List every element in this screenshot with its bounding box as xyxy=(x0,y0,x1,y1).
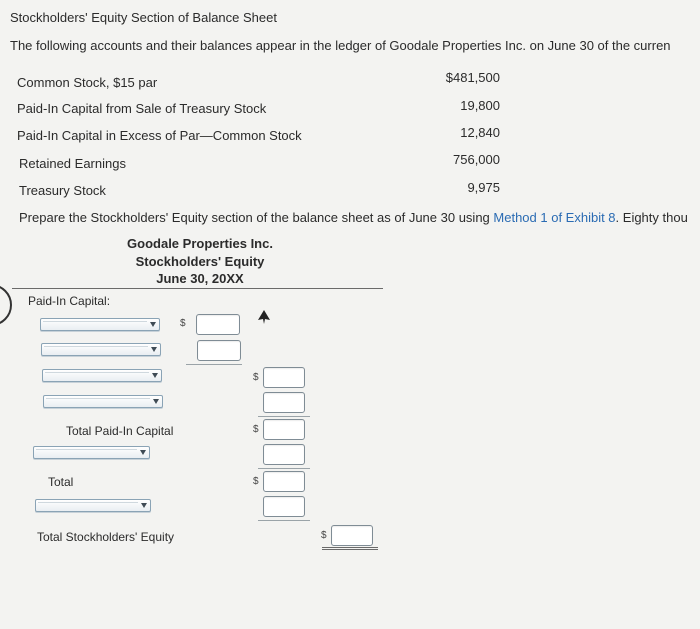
currency-symbol-3: $ xyxy=(253,424,259,435)
account-name-pic-excess: Paid-In Capital in Excess of Par—Common Stock xyxy=(17,128,302,143)
account-select-3[interactable] xyxy=(42,369,162,382)
chevron-down-icon xyxy=(141,503,147,508)
chevron-down-icon xyxy=(151,347,157,352)
paid-in-capital-label: Paid-In Capital: xyxy=(28,294,111,308)
page-title: Stockholders' Equity Section of Balance Sheet xyxy=(10,10,277,25)
statement-company: Goodale Properties Inc. xyxy=(127,236,273,251)
statement-name: Stockholders' Equity xyxy=(135,254,265,269)
chevron-down-icon xyxy=(153,399,159,404)
account-amount-common-stock: $481,500 xyxy=(445,70,500,85)
amount-input-4[interactable] xyxy=(263,392,305,413)
account-amount-pic-treasury: 19,800 xyxy=(460,98,500,113)
account-select-4[interactable] xyxy=(43,395,163,408)
instruction-suffix: . Eighty thou xyxy=(615,210,688,225)
currency-symbol-1: $ xyxy=(180,318,186,329)
amount-input-1[interactable] xyxy=(196,314,240,335)
chevron-down-icon xyxy=(152,373,158,378)
currency-symbol-2: $ xyxy=(253,372,259,383)
amount-input-6[interactable] xyxy=(263,496,305,517)
account-name-common-stock: Common Stock, $15 par xyxy=(17,75,158,90)
instruction-text xyxy=(19,210,688,225)
total-stockholders-equity-label: Total Stockholders' Equity xyxy=(37,530,175,544)
total-stockholders-equity-input[interactable] xyxy=(331,525,373,546)
account-name-retained-earnings: Retained Earnings xyxy=(19,156,126,171)
double-rule-bottom xyxy=(322,549,378,550)
account-select-1[interactable] xyxy=(40,318,160,331)
total-paid-in-capital-label: Total Paid-In Capital xyxy=(66,424,174,438)
intro-text: The following accounts and their balances appear in the ledger of Goodale Properties Inc. on June 30 of the curren xyxy=(10,38,671,53)
account-amount-retained-earnings: 756,000 xyxy=(453,152,500,167)
cursor-icon xyxy=(258,310,270,324)
chevron-down-icon xyxy=(140,450,146,455)
instruction-prefix: Prepare the Stockholders' Equity section of the balance sheet as of June 30 using xyxy=(19,210,494,225)
total-paid-in-capital-input[interactable] xyxy=(263,419,305,440)
currency-symbol-4: $ xyxy=(253,476,259,487)
subtotal-rule-1 xyxy=(186,364,242,365)
amount-input-5[interactable] xyxy=(263,444,305,465)
subtotal-rule-2 xyxy=(258,416,310,417)
subtotal-rule-3 xyxy=(258,468,310,469)
account-name-pic-treasury: Paid-In Capital from Sale of Treasury Stock xyxy=(17,101,267,116)
account-select-2[interactable] xyxy=(41,343,161,356)
heading-rule xyxy=(12,288,383,289)
account-name-treasury-stock: Treasury Stock xyxy=(19,183,106,198)
statement-date: June 30, 20XX xyxy=(156,271,244,286)
double-rule-top xyxy=(322,547,378,548)
amount-input-3[interactable] xyxy=(263,367,305,388)
focus-ring xyxy=(0,284,12,326)
exhibit-link[interactable]: Method 1 of Exhibit 8 xyxy=(493,210,616,225)
total-input[interactable] xyxy=(263,471,305,492)
account-amount-treasury-stock: 9,975 xyxy=(467,180,500,195)
account-select-6[interactable] xyxy=(35,499,151,512)
chevron-down-icon xyxy=(150,322,156,327)
currency-symbol-5: $ xyxy=(321,530,327,541)
total-label: Total xyxy=(48,475,74,489)
account-amount-pic-excess: 12,840 xyxy=(460,125,500,140)
amount-input-2[interactable] xyxy=(197,340,241,361)
subtotal-rule-4 xyxy=(258,520,310,521)
account-select-5[interactable] xyxy=(33,446,150,459)
